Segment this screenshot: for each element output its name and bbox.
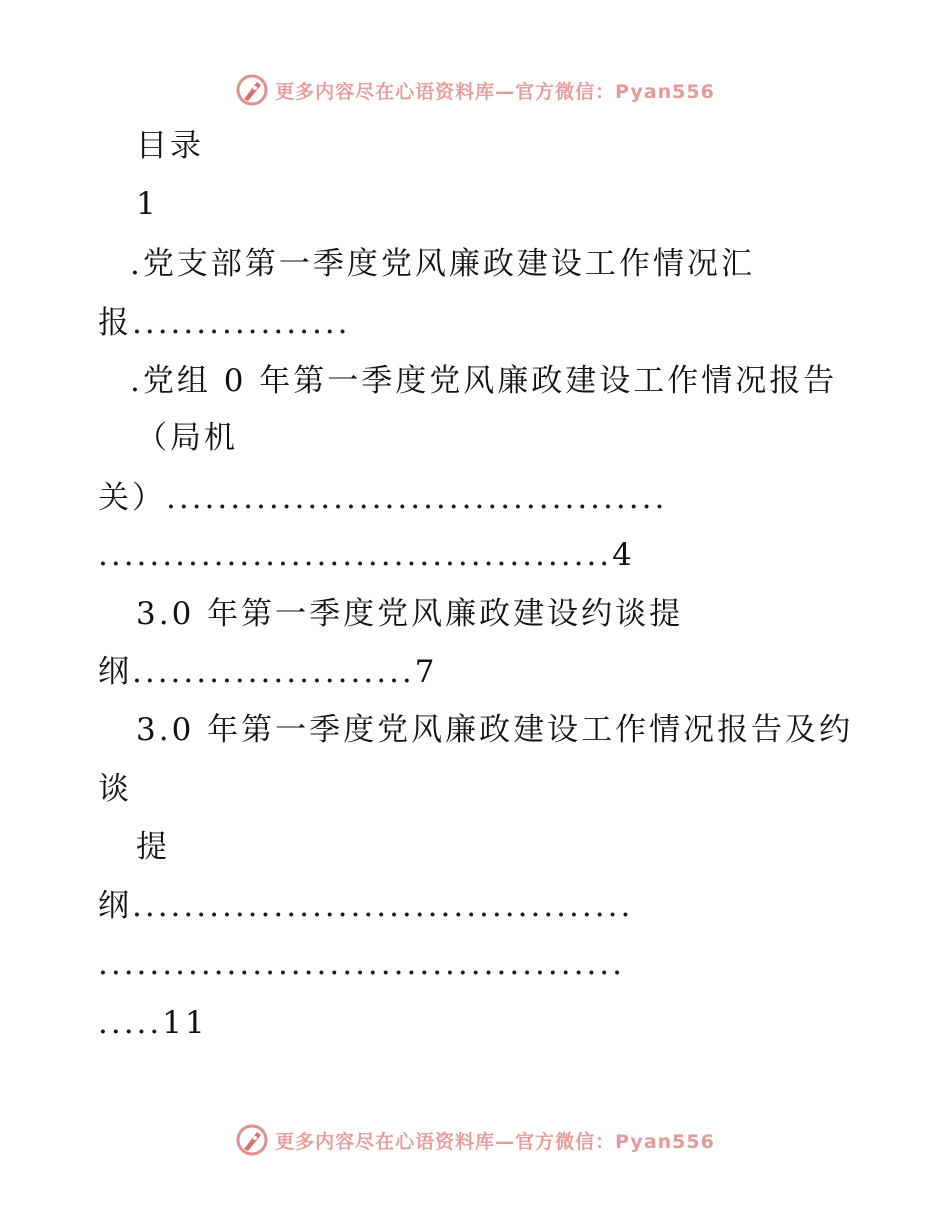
toc-line: .....11	[98, 1005, 208, 1041]
watermark-text: 更多内容尽在心语资料库—官方微信：Pyan556	[275, 80, 715, 103]
pen-nib-logo-icon	[235, 1123, 269, 1157]
toc-line: 3.0 年第一季度党风廉政建设约谈提	[136, 596, 684, 632]
toc-line: 报.................	[98, 305, 351, 341]
footer-watermark	[0, 1122, 950, 1158]
toc-line: （局机	[136, 420, 238, 456]
toc-line: 1	[136, 186, 159, 222]
toc-line: ........................................4	[98, 537, 635, 573]
toc-line: 3.0 年第一季度党风廉政建设工作情况报告及约	[136, 712, 854, 748]
toc-line: 谈	[98, 771, 132, 807]
toc-line: .........................................	[98, 946, 626, 982]
toc-line: .党组 0 年第一季度党风廉政建设工作情况报告	[130, 363, 838, 399]
toc-line: 提	[136, 829, 170, 865]
pen-nib-logo-icon	[235, 73, 269, 107]
toc-line: 关）.......................................	[98, 480, 668, 516]
header-watermark	[0, 72, 950, 108]
toc-line: 纲......................7	[98, 654, 438, 690]
toc-line: 纲.......................................	[98, 888, 634, 924]
toc-line: .党支部第一季度党风廉政建设工作情况汇	[130, 246, 755, 282]
toc-heading: 目录	[136, 128, 204, 164]
watermark-text: 更多内容尽在心语资料库—官方微信：Pyan556	[275, 1130, 715, 1153]
